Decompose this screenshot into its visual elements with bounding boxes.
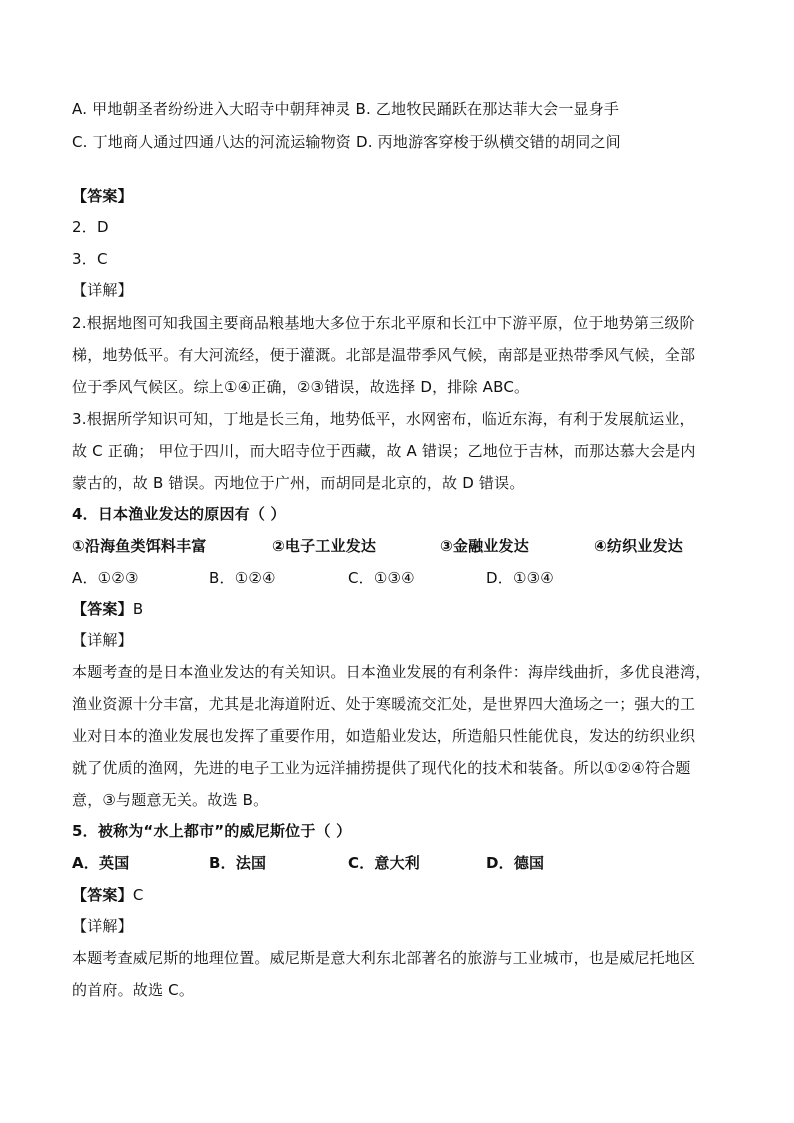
detail-line: 渔业资源十分丰富，尤其是北海道附近、处于寒暖流交汇处，是世界四大渔场之一；强大的工 — [72, 695, 696, 713]
answer-value: B — [132, 600, 144, 618]
detail-line: 2.根据地图可知我国主要商品粮基地大多位于东北平原和长江中下游平原，位于地势第三级阶 — [72, 314, 695, 332]
q1-options-row-1: A. 甲地朝圣者纷纷进入大昭寺中朝拜神灵 B. 乙地牧民踊跃在那达菲大会一显身手 — [72, 100, 620, 118]
detail-line: 位于季风气候区。综上①④正确，②③错误，故选择 D，排除 ABC。 — [72, 378, 530, 396]
detail-label: 【详解】 — [72, 281, 133, 299]
q5-option-b: B．法国 — [209, 854, 267, 872]
q5-answer — [72, 885, 144, 905]
answer-label: 【答案】 — [72, 600, 133, 618]
detail-label: 【详解】 — [72, 631, 133, 649]
detail-line: 本题考查威尼斯的地理位置。威尼斯是意大利东北部著名的旅游与工业城市，也是威尼托地区 — [72, 949, 696, 967]
q4-option-a: A．①②③ — [72, 569, 139, 587]
q4-item-2: ②电子工业发达 — [272, 537, 377, 555]
q4-item-1: ①沿海鱼类饵料丰富 — [72, 537, 207, 555]
detail-line: 意，③与题意无关。故选 B。 — [72, 791, 269, 809]
detail-label: 【详解】 — [72, 917, 133, 935]
answer-value: C — [132, 886, 144, 904]
detail-line: 蒙古的，故 B 错误。丙地位于广州，而胡同是北京的，故 D 错误。 — [72, 474, 525, 492]
question-5-stem: 5．被称为“水上都市”的威尼斯位于（ ） — [72, 822, 352, 840]
detail-line: 就了优质的渔网，先进的电子工业为远洋捕捞提供了现代化的技术和装备。所以①②④符合题 — [72, 759, 691, 777]
answer-2: 2．D — [72, 218, 109, 236]
q4-option-b: B．①②④ — [209, 569, 276, 587]
q1-options-row-2: C. 丁地商人通过四通八达的河流运输物资 D. 丙地游客穿梭于纵横交错的胡同之间 — [72, 133, 621, 151]
q4-item-3: ③金融业发达 — [440, 537, 529, 555]
answer-3: 3．C — [72, 250, 108, 268]
q4-answer — [72, 599, 143, 619]
q4-item-4: ④纺织业发达 — [594, 537, 683, 555]
detail-line: 业对日本的渔业发展也发挥了重要作用，如造船业发达，所造船只性能优良，发达的纺织业织 — [72, 727, 696, 745]
q4-option-d: D．①③④ — [486, 569, 554, 587]
question-4-stem: 4．日本渔业发达的原因有（ ） — [72, 505, 286, 523]
detail-line: 本题考查的是日本渔业发达的有关知识。日本渔业发展的有利条件：海岸线曲折，多优良港湾， — [72, 663, 711, 681]
detail-line: 梯，地势低平。有大河流经，便于灌溉。北部是温带季风气候，南部是亚热带季风气候，全部 — [72, 346, 696, 364]
q5-option-a: A．英国 — [72, 854, 130, 872]
answer-label: 【答案】 — [72, 886, 133, 904]
detail-line: 故 C 正确； 甲位于四川，而大昭寺位于西藏，故 A 错误；乙地位于吉林，而那达慕大会是内 — [72, 442, 696, 460]
detail-line: 的首府。故选 C。 — [72, 981, 195, 999]
q5-option-c: C．意大利 — [348, 854, 421, 872]
detail-line: 3.根据所学知识可知，丁地是长三角，地势低平，水网密布，临近东海，有利于发展航运业， — [72, 410, 695, 428]
answer-label: 【答案】 — [72, 187, 133, 205]
q5-option-d: D．德国 — [486, 854, 545, 872]
q4-option-c: C．①③④ — [348, 569, 415, 587]
